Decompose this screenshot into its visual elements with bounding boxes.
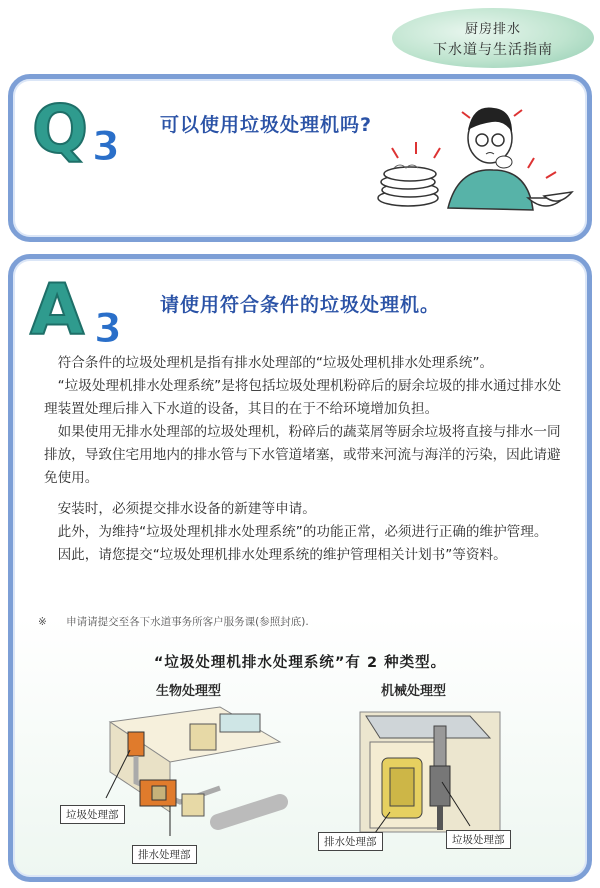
footnote bbox=[38, 614, 309, 629]
answer-paragraph: 安装时，必须提交排水设备的新建等申请。 bbox=[57, 501, 316, 517]
systems-title: “垃圾处理机排水处理系统”有 2 种类型。 bbox=[153, 655, 447, 671]
a-badge-number: 3 bbox=[94, 306, 122, 352]
answer-paragraph: “垃圾处理机排水处理系统”是将包括垃圾处理机粉碎后的厨余垃圾的排水通过排水处理装置处理后排入下水道的设备，其目的在于不给环境增加负担。 bbox=[44, 378, 562, 417]
mech-garbage-label: 垃圾处理部 bbox=[446, 830, 511, 849]
bio-garbage-label: 垃圾处理部 bbox=[60, 805, 125, 824]
bio-type-title: 生物处理型 bbox=[156, 684, 222, 699]
a-badge-icon bbox=[26, 268, 156, 352]
q-badge-number: 3 bbox=[92, 124, 120, 170]
bio-drain-label: 排水处理部 bbox=[132, 845, 197, 864]
a-badge-letter: A bbox=[30, 269, 85, 351]
answer-paragraph: 如果使用无排水处理部的垃圾处理机，粉碎后的蔬菜屑等厨余垃圾将直接与排水一同排放，导致住宅用地内的排水管与下水管道堵塞，或带来河流与海洋的污染，因此请避免使用。 bbox=[44, 424, 561, 486]
mech-drain-label: 排水处理部 bbox=[318, 832, 383, 851]
q-badge-letter: Q bbox=[32, 91, 89, 168]
footnote-text: 申请请提交至各下水道事务所客户服务课(参照封底). bbox=[66, 616, 309, 628]
question-title: 可以使用垃圾处理机吗? bbox=[160, 114, 373, 136]
section-tag bbox=[392, 8, 594, 68]
answer-paragraph: 符合条件的垃圾处理机是指有排水处理部的“垃圾处理机排水处理系统”。 bbox=[57, 355, 494, 371]
footnote-mark: ※ bbox=[38, 616, 47, 628]
section-tag-line2: 下水道与生活指南 bbox=[433, 42, 553, 58]
answer-paragraph: 因此，请您提交“垃圾处理机排水处理系统的维护管理相关计划书”等资料。 bbox=[57, 547, 507, 563]
answer-paragraph: 此外，为维持“垃圾处理机排水处理系统”的功能正常，必须进行正确的维护管理。 bbox=[57, 524, 548, 540]
mech-type-title: 机械处理型 bbox=[381, 684, 447, 699]
answer-title: 请使用符合条件的垃圾处理机。 bbox=[160, 294, 441, 316]
bio-treatment-diagram bbox=[70, 702, 290, 862]
answer-body bbox=[44, 352, 568, 567]
q-badge-icon bbox=[26, 90, 146, 170]
worried-person-illustration bbox=[378, 98, 578, 228]
section-tag-line1: 厨房排水 bbox=[464, 22, 521, 37]
